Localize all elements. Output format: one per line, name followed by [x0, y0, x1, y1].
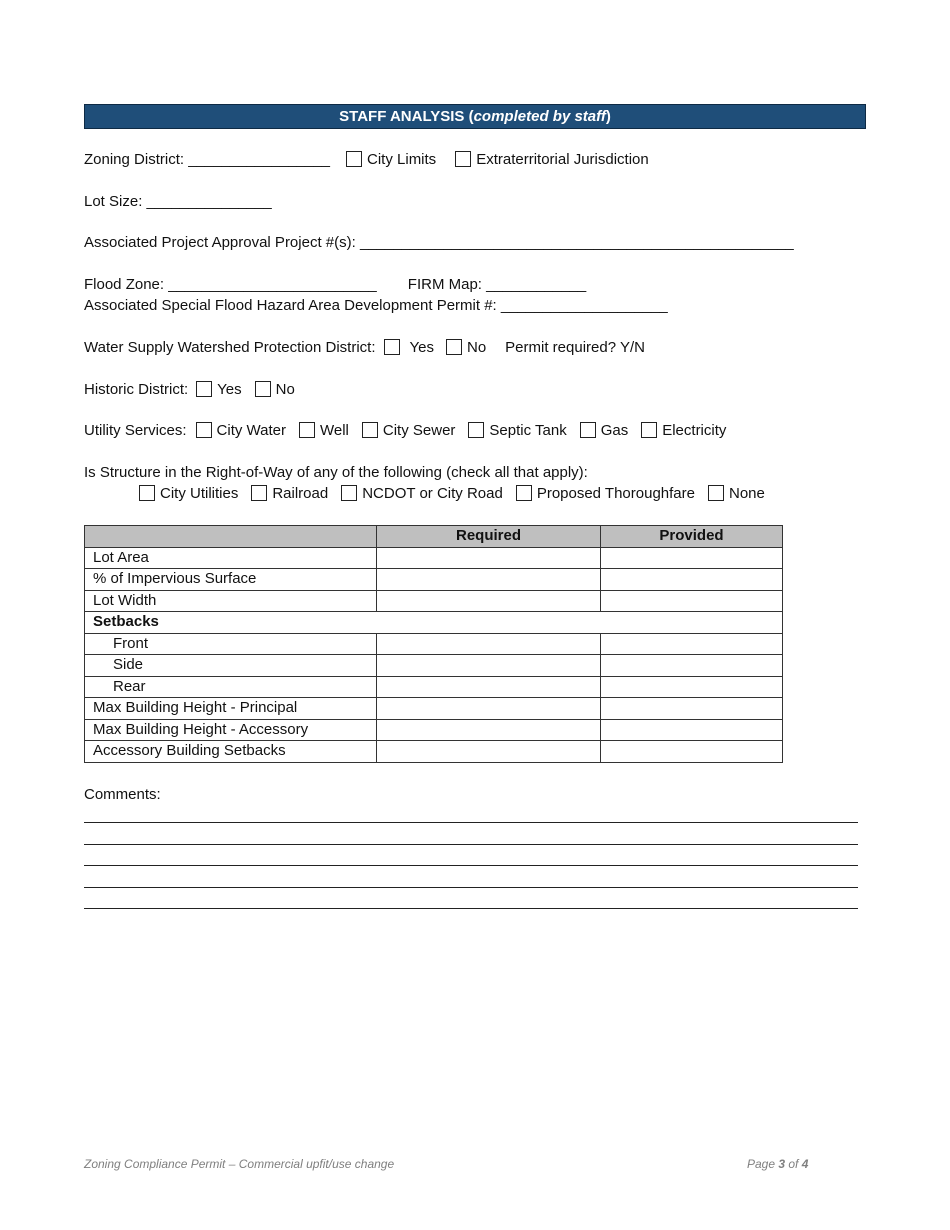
city-water-checkbox[interactable] — [196, 422, 212, 438]
requirements-table — [84, 525, 783, 763]
provided-cell[interactable] — [601, 719, 783, 741]
proposed-thoroughfare-label: Proposed Thoroughfare — [536, 485, 695, 502]
header-title-end: ) — [605, 108, 611, 125]
provided-cell[interactable] — [601, 590, 783, 612]
required-cell[interactable] — [377, 569, 601, 591]
right-of-way-label: Is Structure in the Right-of-Way of any of the following (check all that apply): — [84, 464, 588, 481]
utility-label: Utility Services: — [84, 422, 187, 439]
city-water-label: City Water — [216, 422, 286, 439]
none-label: None — [728, 485, 765, 502]
table-header-blank — [85, 526, 377, 548]
comment-line[interactable] — [84, 887, 858, 888]
comments-label: Comments: — [84, 786, 161, 803]
table-row — [85, 741, 783, 763]
footer-page-number — [747, 1157, 808, 1171]
proposed-thoroughfare-checkbox[interactable] — [516, 485, 532, 501]
railroad-checkbox[interactable] — [251, 485, 267, 501]
footer-document-title: Zoning Compliance Permit – Commercial upfit/use change — [84, 1157, 395, 1171]
watershed-no-checkbox[interactable] — [446, 339, 462, 355]
table-header-row — [85, 526, 783, 548]
city-sewer-checkbox[interactable] — [362, 422, 378, 438]
row-label: % of Impervious Surface — [85, 569, 377, 591]
permit-required-label: Permit required? Y/N — [505, 339, 645, 356]
row-label: Max Building Height - Accessory — [85, 719, 377, 741]
city-limits-checkbox[interactable] — [346, 151, 362, 167]
setbacks-heading: Setbacks — [85, 612, 783, 634]
flood-permit-field[interactable]: Associated Special Flood Hazard Area Development Permit #: ____________________ — [84, 297, 668, 314]
flood-zone-row — [84, 275, 586, 295]
historic-no-label: No — [275, 381, 295, 398]
provided-cell[interactable] — [601, 633, 783, 655]
provided-cell[interactable] — [601, 698, 783, 720]
required-cell[interactable] — [377, 633, 601, 655]
city-limits-label: City Limits — [367, 151, 437, 168]
zoning-district-row — [84, 150, 649, 170]
etj-checkbox[interactable] — [455, 151, 471, 167]
zoning-district-field[interactable]: Zoning District: _________________ — [84, 151, 331, 168]
section-header — [84, 104, 866, 129]
well-checkbox[interactable] — [299, 422, 315, 438]
header-title-italic: completed by staff — [473, 108, 606, 125]
historic-label: Historic District: — [84, 381, 189, 398]
city-utilities-checkbox[interactable] — [139, 485, 155, 501]
table-row — [85, 698, 783, 720]
railroad-label: Railroad — [272, 485, 329, 502]
ncdot-road-checkbox[interactable] — [341, 485, 357, 501]
row-label: Lot Width — [85, 590, 377, 612]
required-cell[interactable] — [377, 655, 601, 677]
comment-line[interactable] — [84, 822, 858, 823]
provided-cell[interactable] — [601, 741, 783, 763]
ncdot-road-label: NCDOT or City Road — [362, 485, 503, 502]
table-row — [85, 590, 783, 612]
associated-project-field[interactable]: Associated Project Approval Project #(s): ____________________________________________________ — [84, 234, 794, 251]
watershed-yes-label: Yes — [409, 339, 434, 356]
row-label: Front — [85, 633, 377, 655]
none-checkbox[interactable] — [708, 485, 724, 501]
table-row — [85, 676, 783, 698]
watershed-row — [84, 338, 645, 358]
electricity-checkbox[interactable] — [641, 422, 657, 438]
provided-cell[interactable] — [601, 547, 783, 569]
footer-page-total: 4 — [801, 1157, 809, 1171]
firm-map-field[interactable]: FIRM Map: ____________ — [407, 276, 587, 293]
comment-line[interactable] — [84, 865, 858, 866]
historic-yes-label: Yes — [217, 381, 242, 398]
historic-no-checkbox[interactable] — [255, 381, 271, 397]
table-row — [85, 655, 783, 677]
required-cell[interactable] — [377, 741, 601, 763]
table-header-provided: Provided — [601, 526, 783, 548]
utility-row — [84, 421, 726, 441]
provided-cell[interactable] — [601, 569, 783, 591]
footer-page-current: 3 — [778, 1157, 786, 1171]
required-cell[interactable] — [377, 590, 601, 612]
comment-line[interactable] — [84, 908, 858, 909]
required-cell[interactable] — [377, 547, 601, 569]
gas-label: Gas — [600, 422, 629, 439]
row-label: Side — [85, 655, 377, 677]
provided-cell[interactable] — [601, 676, 783, 698]
watershed-label: Water Supply Watershed Protection District: — [84, 339, 376, 356]
lot-size-field[interactable]: Lot Size: _______________ — [84, 193, 272, 210]
header-title: STAFF ANALYSIS ( — [339, 108, 474, 125]
row-label: Accessory Building Setbacks — [85, 741, 377, 763]
footer-page-prefix: Page — [747, 1157, 779, 1171]
gas-checkbox[interactable] — [580, 422, 596, 438]
table-row — [85, 719, 783, 741]
well-label: Well — [319, 422, 349, 439]
required-cell[interactable] — [377, 719, 601, 741]
historic-row — [84, 380, 295, 400]
row-label: Max Building Height - Principal — [85, 698, 377, 720]
historic-yes-checkbox[interactable] — [196, 381, 212, 397]
footer-page-of: of — [785, 1157, 802, 1171]
table-header-required: Required — [377, 526, 601, 548]
table-row — [85, 569, 783, 591]
table-row — [85, 633, 783, 655]
required-cell[interactable] — [377, 698, 601, 720]
provided-cell[interactable] — [601, 655, 783, 677]
table-row-setbacks-heading — [85, 612, 783, 634]
watershed-yes-checkbox[interactable] — [384, 339, 400, 355]
right-of-way-options — [139, 484, 765, 504]
comment-line[interactable] — [84, 844, 858, 845]
watershed-no-label: No — [466, 339, 487, 356]
required-cell[interactable] — [377, 676, 601, 698]
electricity-label: Electricity — [662, 422, 727, 439]
septic-tank-label: Septic Tank — [489, 422, 567, 439]
table-row — [85, 547, 783, 569]
city-sewer-label: City Sewer — [382, 422, 456, 439]
septic-tank-checkbox[interactable] — [468, 422, 484, 438]
flood-zone-field[interactable]: Flood Zone: _________________________ — [84, 276, 377, 293]
row-label: Lot Area — [85, 547, 377, 569]
city-utilities-label: City Utilities — [160, 485, 239, 502]
row-label: Rear — [85, 676, 377, 698]
etj-label: Extraterritorial Jurisdiction — [476, 151, 649, 168]
